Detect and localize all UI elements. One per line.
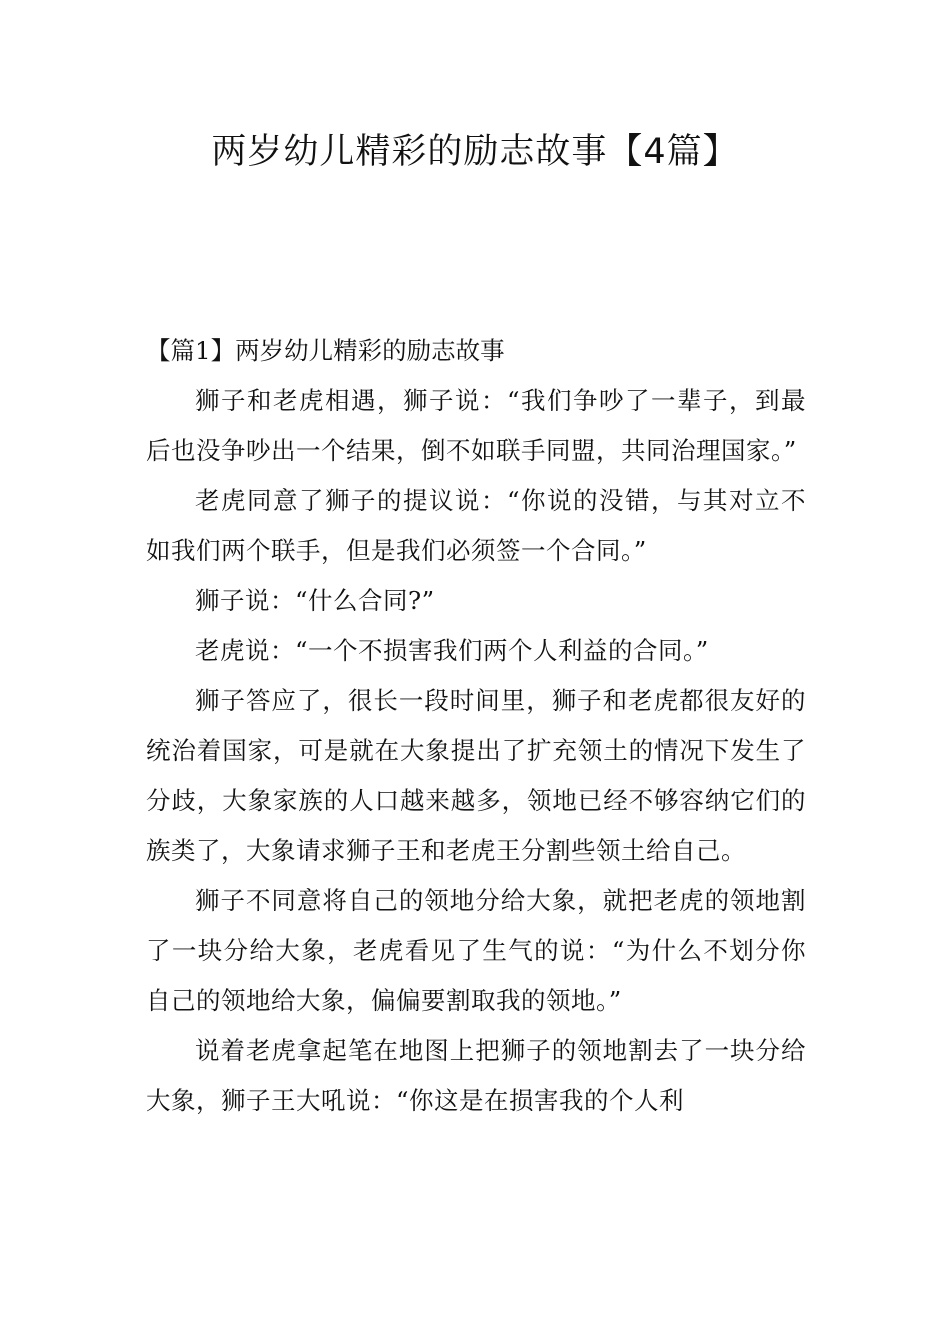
paragraph: 狮子和老虎相遇，狮子说：“我们争吵了一辈子，到最后也没争吵出一个结果，倒不如联手同盟，共同治理国家。” — [146, 386, 806, 465]
paragraph: 老虎同意了狮子的提议说：“你说的没错，与其对立不如我们两个联手，但是我们必须签一个合同。” — [146, 486, 806, 565]
document-title: 两岁幼儿精彩的励志故事【4篇】 — [211, 132, 739, 172]
paragraph: 说着老虎拿起笔在地图上把狮子的领地割去了一块分给大象，狮子王大吼说：“你这是在损害我的个人利 — [146, 1036, 806, 1115]
paragraph: 老虎说：“一个不损害我们两个人利益的合同。” — [195, 636, 709, 665]
story-body — [146, 376, 806, 1126]
paragraph: 狮子答应了，很长一段时间里，狮子和老虎都很友好的统治着国家，可是就在大象提出了扩充领土的情况下发生了分歧，大象家族的人口越来越多，领地已经不够容纳它们的族类了，大象请求狮子王和老虎王分割些领土给自己。 — [146, 686, 806, 865]
paragraph: 狮子说：“什么合同?” — [195, 586, 435, 615]
paragraph: 狮子不同意将自己的领地分给大象，就把老虎的领地割了一块分给大象，老虎看见了生气的说：“为什么不划分你自己的领地给大象，偏偏要割取我的领地。” — [146, 886, 806, 1015]
section-heading: 【篇1】两岁幼儿精彩的励志故事 — [146, 336, 505, 365]
